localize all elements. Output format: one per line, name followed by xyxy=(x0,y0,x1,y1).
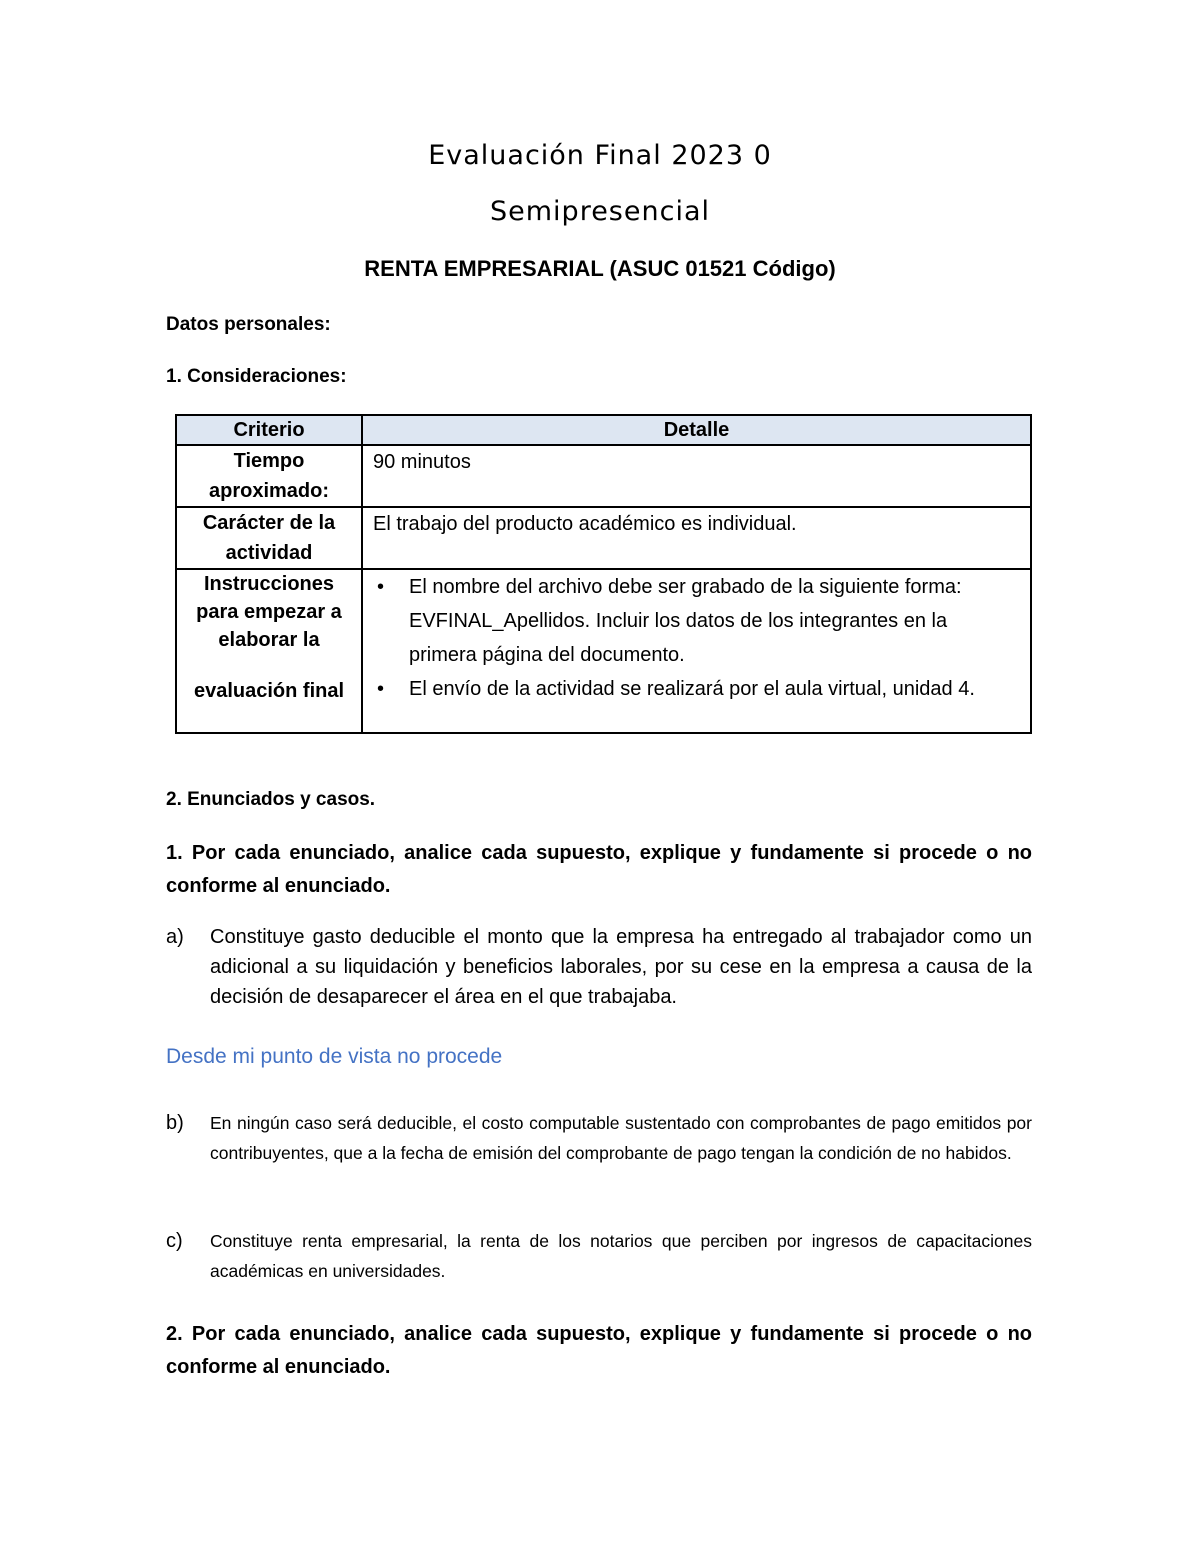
list-item-text: El nombre del archivo debe ser grabado de la siguiente forma: EVFINAL_Apellidos. Incluir los datos de los integrantes en la primera página del documento. xyxy=(409,576,962,666)
criterion-text: Instrucciones para empezar a elaborar la xyxy=(196,573,342,651)
question-2: 2. Por cada enunciado, analice cada supuesto, explique y fundamente si procede o no conforme al enunciado. xyxy=(166,1323,1032,1378)
considerations-table xyxy=(175,414,1032,734)
document-title: Evaluación Final 2023 0 xyxy=(428,140,772,171)
bullet-icon: • xyxy=(377,678,385,700)
criterion-text: evaluación final xyxy=(193,680,345,702)
personal-data-label: Datos personales: xyxy=(166,314,331,335)
statement-text: En ningún caso será deducible, el costo computable sustentado con comprobantes de pago emitidos por contribuyentes, que a la fecha de emisión del comprobante de pago tengan la condición de no habidos. xyxy=(210,1113,1032,1163)
table-row xyxy=(176,445,1031,507)
statement-text: Constituye renta empresarial, la renta de los notarios que perciben por ingresos de capacitaciones académicas en universidades. xyxy=(210,1231,1032,1281)
detail-cell xyxy=(362,569,1031,733)
answer-text: Desde mi punto de vista no procede xyxy=(166,1045,503,1068)
bullet-icon: • xyxy=(377,576,385,598)
statement-marker: a) xyxy=(166,926,184,948)
table-header-detalle: Detalle xyxy=(362,415,1031,445)
statement-marker: c) xyxy=(166,1230,183,1252)
statement-c xyxy=(166,1226,1032,1286)
statement-b xyxy=(166,1108,1032,1168)
course-name: RENTA EMPRESARIAL (ASUC 01521 Código) xyxy=(364,256,836,281)
criterion-cell: Carácter de la actividad xyxy=(176,507,362,569)
detail-cell: 90 minutos xyxy=(362,445,1031,507)
statement-text: Constituye gasto deducible el monto que la empresa ha entregado al trabajador como un adicional a su liquidación y beneficios laborales, por su cese en la empresa a causa de la decisión de desaparecer el área en el que trabajaba. xyxy=(210,926,1032,1008)
question-1: 1. Por cada enunciado, analice cada supuesto, explique y fundamente si procede o no conforme al enunciado. xyxy=(166,842,1032,897)
cases-heading: 2. Enunciados y casos. xyxy=(166,789,376,810)
considerations-heading: 1. Consideraciones: xyxy=(166,366,347,387)
document-subtitle: Semipresencial xyxy=(490,196,710,227)
instructions-list xyxy=(373,570,1020,706)
list-item xyxy=(377,570,1020,672)
criterion-cell xyxy=(176,569,362,733)
criterion-cell: Tiempo aproximado: xyxy=(176,445,362,507)
list-item-text: El envío de la actividad se realizará por el aula virtual, unidad 4. xyxy=(409,678,975,700)
table-header-row xyxy=(176,415,1031,445)
table-header-criterio: Criterio xyxy=(176,415,362,445)
detail-cell: El trabajo del producto académico es individual. xyxy=(362,507,1031,569)
statement-a xyxy=(166,922,1032,1012)
table-row xyxy=(176,569,1031,733)
table-row xyxy=(176,507,1031,569)
statement-marker: b) xyxy=(166,1112,184,1134)
list-item xyxy=(377,672,1020,706)
